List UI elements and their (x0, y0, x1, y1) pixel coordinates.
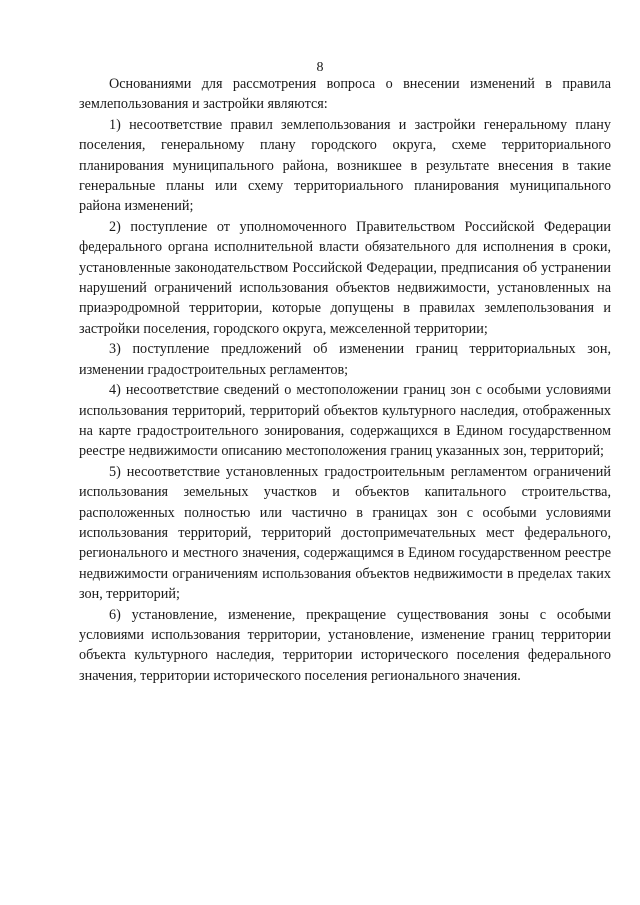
body-text (79, 74, 611, 686)
paragraph-item-5: 5) несоответствие установленных градостроительным регламентом ограничений использования земельных участков и объектов капитального строительства, расположенных полностью или частично в границах зон с особыми условиями использования территорий, территорий достопримечательных мест федерального, регионального и местного значения, содержащимся в Едином государственном реестре недвижимости ограничениям использования объектов недвижимости в пределах таких зон, территорий; (79, 463, 611, 603)
paragraph-item-4: 4) несоответствие сведений о местоположении границ зон с особыми условиями использования территорий, территорий объектов культурного наследия, отображенных на карте градостроительного зонирования, содержащихся в Едином государственном реестре недвижимости описанию местоположения границ указанных зон, территорий; (79, 382, 611, 460)
paragraph-intro: Основаниями для рассмотрения вопроса о внесении изменений в правила землепользования и застройки являются: (79, 76, 611, 113)
paragraph-item-6: 6) установление, изменение, прекращение существования зоны с особыми условиями использования территории, установление, изменение границ территории объекта культурного наследия, территории исторического поселения федерального значения, территории исторического поселения регионального значения. (79, 606, 611, 684)
page-number: 8 (316, 60, 324, 75)
paragraph-item-2: 2) поступление от уполномоченного Правительством Российской Федерации федерального органа исполнительной власти обязательного для исполнения в сроки, установленные законодательством Российской Федерации, предписания об устранении нарушений ограничений использования объектов недвижимости, установленных на приаэродромной территории, которые допущены в правилах землепользования и застройки поселения, городского округа, межселенной территории; (79, 218, 611, 337)
paragraph-item-3: 3) поступление предложений об изменении границ территориальных зон, изменении градостроительных регламентов; (79, 341, 611, 378)
paragraph-item-1: 1) несоответствие правил землепользования и застройки генеральному плану поселения, генеральному плану городского округа, схеме территориального планирования муниципального района, возникшее в результате внесения в такие генеральные планы или схему территориального планирования муниципального района изменений; (79, 116, 611, 215)
